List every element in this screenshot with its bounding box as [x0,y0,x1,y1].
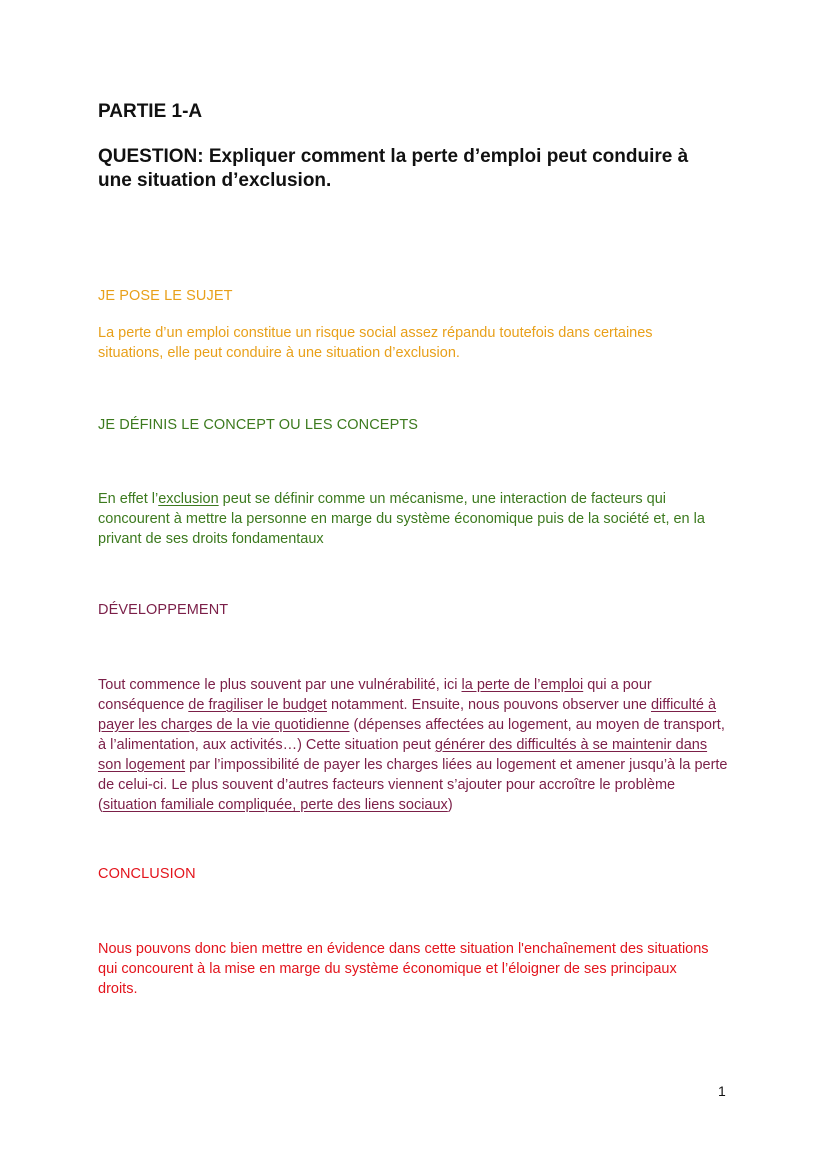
question-line-2: une situation d’exclusion. [98,170,332,191]
dev-text-part: Tout commence le plus souvent par une vulnérabilité, ici [98,677,462,693]
concepts-text-part: En effet l’ [98,491,159,507]
dev-text-part: notamment. Ensuite, nous pouvons observer une [326,697,651,713]
dev-underlined-phrase: situation familiale compliquée, perte des liens sociaux [102,797,448,813]
question-title [98,145,738,193]
dev-underlined-phrase: générer des difficultés à se maintenir dans son logement [98,737,708,773]
page-number: 1 [718,1083,726,1099]
concepts-text-part: peut se définir comme un mécanisme, une interaction de facteurs qui concourent à mettre la personne en marge du système économique puis de la société et, en la privant de ses droits fondamentaux [98,491,705,547]
developpement-heading: DÉVELOPPEMENT [98,602,229,618]
concepts-text [98,489,728,549]
dev-text-part: par l’impossibilité de payer les charges liées au logement et amener jusqu’à la perte de celui-ci. Le plus souvent d’autres facteurs viennent s’ajouter pour accroître le problème ( [98,757,728,813]
sujet-heading: JE POSE LE SUJET [98,288,233,304]
dev-underlined-phrase: de fragiliser le budget [188,697,327,713]
concepts-heading: JE DÉFINIS LE CONCEPT OU LES CONCEPTS [98,417,419,433]
concepts-underlined-term: exclusion [158,491,219,507]
question-line-1: QUESTION: Expliquer comment la perte d’emploi peut conduire à [98,146,689,167]
dev-text-part: ) [447,797,453,813]
sujet-text: La perte d’un emploi constitue un risque social assez répandu toutefois dans certaines situations, elle peut conduire à une situation d’exclusion. [98,325,653,361]
dev-text-part: (dépenses affectées au logement, au moyen de transport, à l’alimentation, aux activités…) Cette situation peut [98,717,725,753]
conclusion-text: Nous pouvons donc bien mettre en évidence dans cette situation l'enchaînement des situations qui concourent à la mise en marge du système économique et l’éloigner de ses principaux droits. [98,941,709,997]
part-title: PARTIE 1-A [98,101,203,122]
dev-underlined-phrase: la perte de l’emploi [461,677,584,693]
dev-text-part: qui a pour conséquence [98,677,652,713]
developpement-text [98,675,728,815]
conclusion-heading: CONCLUSION [98,866,196,882]
dev-underlined-phrase: difficulté à payer les charges de la vie quotidienne [98,697,717,733]
